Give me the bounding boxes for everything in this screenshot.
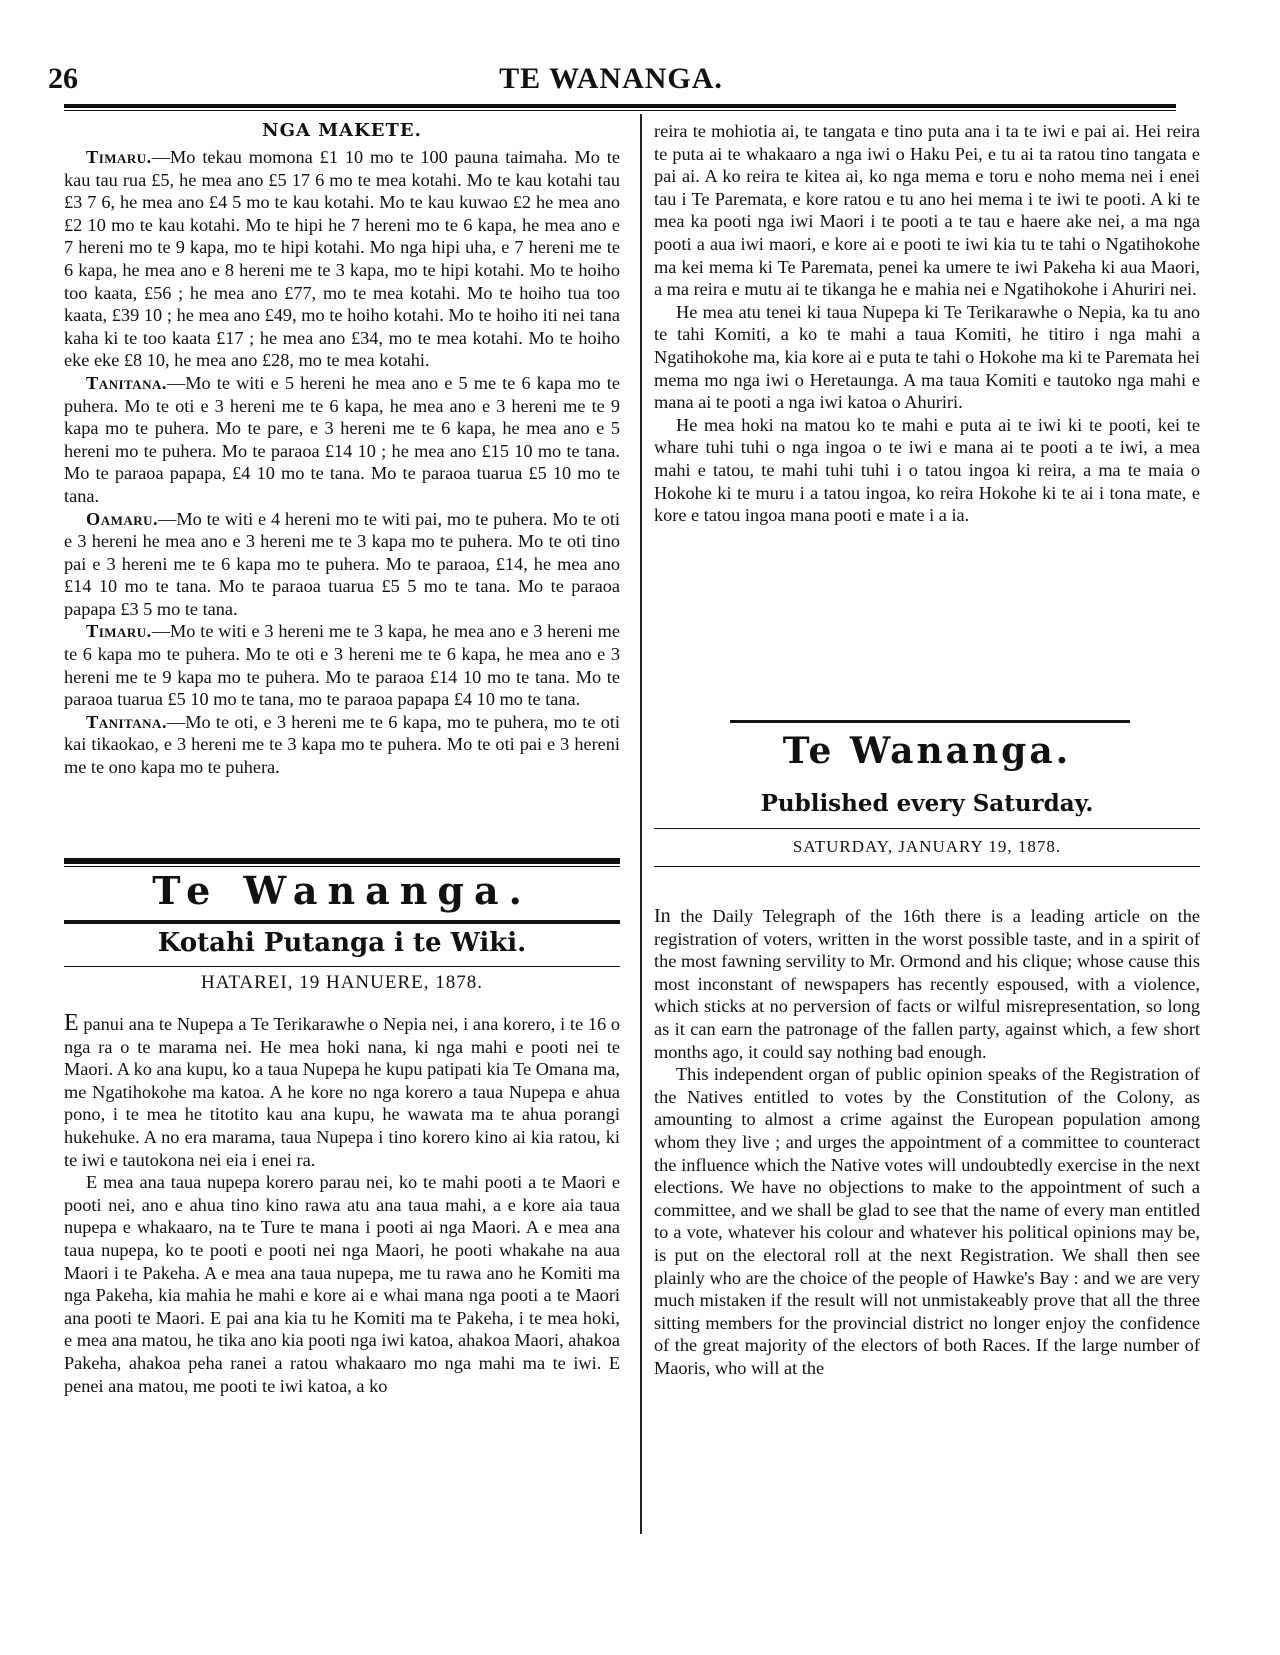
market-text: —Mo tekau momona £1 10 mo te 100 pauna taimaha. Mo te kau tau rua £5, he mea ano £5 17 6 mo te mea kotahi. Mo te kau kotahi tau £3 7 6, he mea ano £4 5 mo te kau kotahi. Mo te kau kuwao £2 he mea ano £2 10 mo te kau kotahi. Mo te hipi he 7 hereni mo te 6 kapa, he mea ano e 7 hereni mo te 9 kapa, mo te hipi kotahi. Mo nga hipi uha, e 7 hereni me te 6 kapa, he mea ano e 8 hereni me te 3 kapa, mo te hipi kotahi. Mo te hoiho too kaata, £56 ; he mea ano £77, mo te mea kotahi. Mo te hoiho tua too kaata, £39 10 ; he mea ano £49, mo te hoiho kotahi. Mo te hoiho iti nei tana kaha ki te too kaata £17 ; he mea ano £34, mo te mea kotahi. Mo te hoiho eke eke £8 10, he mea ano £28, mo te mea kotahi. [64,147,620,371]
market-place: Tanitana. [86,711,167,732]
article-continuation [654,120,1200,527]
subhead-english: Published every Saturday. [760,790,1094,817]
masthead-rule [64,920,620,924]
section-rule-thin [64,866,620,867]
section-rule [64,858,620,864]
article-paragraph [654,905,1200,1063]
market-entry [64,620,620,710]
market-entry [64,711,620,779]
paragraph-text: He mea atu tenei ki taua Nupepa ki Te Terikarawhe o Nepia, ka tu ano te tahi Komiti, a ko te mahi a taua Komiti, he titiro i nga mahi a Ngatihokohe ma, kia kore ai e puta te tahi o Hokohe ma ki te Paremata hei mema mo nga iwi o Heretaunga. A ma taua Komiti e tautoko nga mahi e mana ai te pooti a nga iwi katoa o Ahuriri. [654,301,1200,413]
header-rule-thin [64,110,1176,111]
market-text: —Mo te oti, e 3 hereni me te 6 kapa, mo te puhera, mo te oti kai tikaokao, e 3 hereni me te 3 kapa mo te puhera. Mo te oti pai e 3 hereni me te ono kapa mo te puhera. [64,711,620,778]
article-paragraph [64,1012,620,1171]
market-text: —Mo te witi e 4 hereni mo te witi pai, mo te puhera. Mo te oti e 3 hereni he mea ano e 3 hereni me te 3 kapa mo te puhera. Mo te oti tino pai e 3 hereni me te 6 kapa mo te puhera. Mo te paraoa, £14, he mea ano £14 10 mo te tana. Mo te paraoa tuarua £5 5 mo te tana. Mo te paraoa papapa £3 5 mo te tana. [64,508,620,619]
drop-cap: In [654,905,671,927]
paper-title: TE WANANGA. [499,62,723,95]
article-paragraph [654,414,1200,527]
paragraph-text: reira te mohiotia ai, te tangata e tino puta ana i ta te iwi e pai ai. Hei reira te puta ai te whakaaro a nga iwi o Haku Pei, e tu ai ta ratou tino tangata e pai ai. A ko reira te kitea ai, ko nga mema e toru e noho mema nei i enei tau i Te Paremata, e kore ratou e tu ano hei mema i te iwi te pooti. A ki te mea ka pooti nga iwi Maori i te pooti a te tau e haere ake nei, a ma nga pooti a aua iwi maori, e kore ai e pooti te iwi kia tu te tahi o Ngatihokohe ma kei mema ki Te Paremata, penei ka umere te iwi Pakeha ki aua Maori, a ma reira e mutu ai te tikanga he e mahia nei e Ngatihokohe i Ahuriri nei. [654,121,1200,300]
subhead-rule [654,828,1200,829]
masthead-maori: Te Wananga. [152,868,532,913]
page-number: 26 [48,62,78,95]
header-rule [64,104,1176,108]
article-maori [64,1012,620,1397]
article-english [654,905,1200,1379]
market-text: —Mo te witi e 3 hereni me te 3 kapa, he mea ano e 3 hereni me te 6 kapa mo te puhera. Mo te oti e 3 hereni me te 6 kapa, he mea ano e 3 hereni me te 9 kapa mo te puhera. Mo te paraoa £14 10 mo te tana. Mo te paraoa tuarua £5 10 mo te tana, mo te paraoa papapa £4 10 mo te tana. [64,621,620,710]
market-place: Oamaru. [86,508,159,529]
masthead-english: Te Wananga. [782,730,1072,772]
date-maori: HATAREI, 19 HANUERE, 1878. [200,972,484,993]
drop-cap: E [64,1010,79,1036]
article-paragraph [64,1171,620,1397]
paragraph-text: This independent organ of public opinion speaks of the Registration of the Natives entitled to votes by the Constitution of the Colony, as amounting to almost a crime against the European population among whom they live ; and urges the appointment of a committee to counteract the influence which the Native votes will undoubtedly exercise in the next elections. We have no objections to make to the appointment of such a committee, and we shall be glad to see that the name of every man entitled to a vote, whatever his colour and whatever his political opinions may be, is put on the electoral roll at the next Registration. We shall then see plainly who are the choice of the people of Hawke's Bay : and we are very much mistaken if the result will not unmistakeably prove that all the three sitting members for the provincial district no longer enjoy the confidence of the great majority of the electors of both Races. If the large number of Maoris, who will at the [654,1064,1200,1378]
market-place: Tanitana. [86,372,167,393]
market-entry [64,372,620,508]
market-entry [64,508,620,621]
market-place: Timaru. [86,621,152,642]
market-place: Timaru. [86,147,152,167]
markets-list [64,146,620,779]
paragraph-text: E mea ana taua nupepa korero parau nei, ko te mahi pooti a te Maori e pooti nei, ano e ahua tino kino rawa atu ana taua mahi, a e kore aia taua nupepa e whakaaro, na te Ture te mana i pooti ai nga Maori. A e mea ana taua nupepa, ko te pooti e pooti nei nga Maori, he pooti whakahe na aua Maori i te Pakeha. A e mea ana taua nupepa, me tu rawa ano he Komiti ma nga Pakeha, kia mahia he mahi e kore ai e whai mana nga pooti a te Maori ana pooti te Maori. E pai ana kia tu he Komiti ma te Pakeha, i te mea hoki, e mea ana matou, he tika ano kia pooti nga iwi katoa, ahakoa Maori, ahakoa Pakeha, ahakoa peha ranei a ratou whakaaro mo nga mahi ma te iwi. E penei ana matou, me pooti te iwi katoa, a ko [64,1172,620,1396]
article-paragraph [654,120,1200,301]
subhead-maori: Kotahi Putanga i te Wiki. [157,928,527,958]
page-header [46,62,1176,102]
subhead-rule [64,966,620,967]
paragraph-text: the Daily Telegraph of the 16th there is a leading article on the registration of voters, written in the worst possible taste, and in a spirit of the most fawning servility to Mr. Ormond and his clique; whose cause this most inconstant of newspapers has recently espoused, with a violence, which sticks at no perversion of facts or wilful misrepresentation, so long as it can earn the patronage of the fallen party, against which, a few short months ago, it could say nothing bad enough. [654,906,1200,1062]
article-paragraph [654,1063,1200,1379]
column-divider [640,114,642,1534]
market-text: —Mo te witi e 5 hereni he mea ano e 5 me te 6 kapa mo te puhera. Mo te oti e 3 hereni me te 6 kapa, he mea ano e 3 hereni me te 9 kapa mo te puhera. Mo te pare, e 3 hereni me te 6 kapa, he mea ano e 5 hereni mo te puhera. Mo te paraoa £14 10 ; he mea ano £15 10 mo te tana. Mo te paraoa papapa, £4 10 mo te tana. Mo te paraoa tuarua £5 10 mo te tana. [64,372,620,506]
market-entry [64,146,620,372]
paragraph-text: He mea hoki na matou ko te mahi e puta ai te iwi ki te pooti, kei te whare tuhi tuhi o nga ingoa o te iwi e mana ai te pooti a te iwi, a mea mahi e tatou, te mahi tuhi tuhi i o tatou ingoa ki reira, a ma te maia o Hokohe ki te muru i a tatou ingoa, ko reira Hokohe ki te ai i tona mate, e kore e tatou ingoa mana pooti e mate i a ia. [654,414,1200,526]
section-rule [730,720,1130,723]
article-paragraph [654,301,1200,414]
section-title: NGA MAKETE. [262,120,422,141]
date-english: SATURDAY, JANUARY 19, 1878. [792,837,1062,856]
paragraph-text: panui ana te Nupepa a Te Terikarawhe o Nepia nei, i ana korero, i te 16 o nga ra o te marama nei. He mea hoki nana, ki nga mahi e pooti nei te Maori. A ko ana kupu, ko a taua Nupepa he kupu patipati kia Te Omana ma, me Ngatihokohe ma katoa. A he kore no nga korero a taua Nupepa e ahua pono, i te mea he titotito kau ana kupu, he wawata ma te ahua porangi hukehuke. A no era marama, taua Nupepa i tino korero kino ai kia ratou, ki te iwi e tautokona nei eia i enei ra. [64,1014,620,1170]
date-rule [654,866,1200,867]
